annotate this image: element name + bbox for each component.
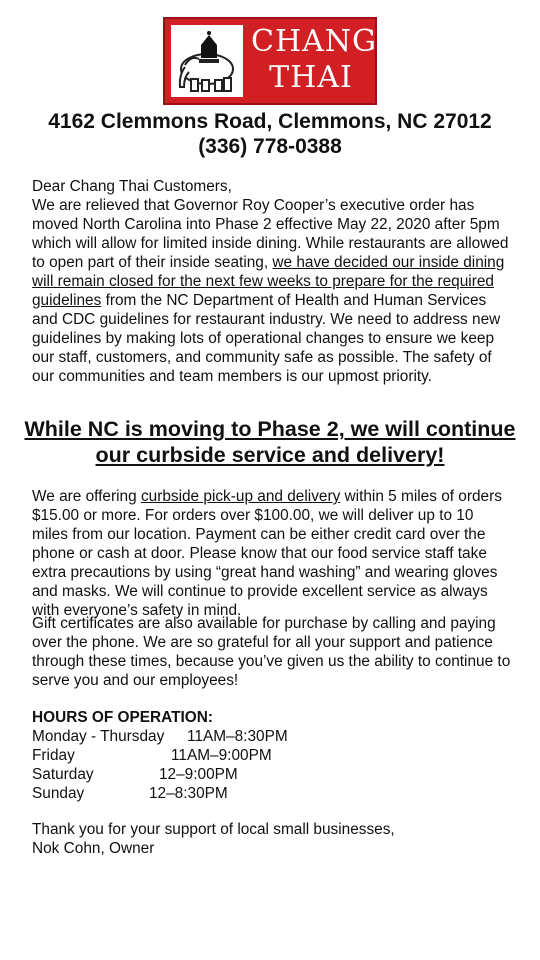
hours-time: 12–9:00PM	[159, 766, 238, 783]
restaurant-address: 4162 Clemmons Road, Clemmons, NC 27012	[48, 110, 492, 133]
hours-day: Monday - Thursday	[32, 728, 165, 745]
hours-row	[32, 765, 512, 784]
paragraph-text: from the NC Department of Health and Human Services and CDC guidelines for restaurant industry. We need to address new guidelines by making lots of operational changes to ensure we keep our staff, customers, and community safe as possible. The safety of our communities and team members is our upmost priority.	[32, 292, 501, 385]
underlined-text: we have decided our inside dining will remain closed for the next few weeks to prepare for the required guidelines	[32, 254, 505, 309]
letter-greeting: Dear Chang Thai Customers,	[32, 178, 232, 195]
hours-day: Saturday	[32, 766, 94, 783]
hours-time: 11AM–8:30PM	[187, 728, 288, 745]
chang-thai-logo	[163, 17, 377, 105]
hours-title: HOURS OF OPERATION:	[32, 709, 213, 726]
hours-day: Friday	[32, 747, 75, 764]
elephant-icon	[171, 25, 243, 97]
closing	[32, 820, 512, 858]
paragraph-text: We are offering	[32, 488, 141, 505]
paragraph-text: We are relieved that Governor Roy Cooper’s executive order has moved North Carolina into Phase 2 effective May 22, 2020 after 5pm which will allow for limited inside dining. While restaurants are allowed to open part of their inside seating,	[32, 197, 509, 271]
logo-text-line2: THAI	[269, 60, 353, 95]
letter-paragraph-gift-certificates: Gift certificates are also available for purchase by calling and paying over the phone. We are so grateful for all your support and patience through these times, because you’ve given us the ability to continue to serve you and our employees!	[32, 615, 511, 689]
logo-text-line1: CHANG	[251, 24, 377, 59]
hours-row	[32, 727, 512, 746]
hours-time: 12–8:30PM	[149, 785, 228, 802]
underlined-text: curbside pick-up and delivery	[140, 488, 341, 505]
hours-day: Sunday	[32, 785, 85, 802]
restaurant-phone: (336) 778-0388	[198, 135, 342, 158]
hours-time: 11AM–9:00PM	[171, 747, 272, 764]
paragraph-text: within 5 miles of orders $15.00 or more. For orders over $100.00, we will deliver up to 10 miles from our location. Payment can be either credit card over the phone or cash at door. Please know that our food service staff take extra precautions by using “great hand washing” and wearing gloves and masks. We will continue to provide excellent service as always with everyone’s safety in mind.	[32, 488, 502, 619]
letter-paragraph-curbside	[32, 487, 512, 620]
hours-row	[32, 746, 512, 765]
closing-thanks: Thank you for your support of local small businesses,	[32, 821, 395, 838]
hours-row	[32, 784, 512, 803]
owner-signature: Nok Cohn, Owner	[32, 840, 155, 857]
letter-paragraph-phase2	[32, 196, 512, 386]
headline: While NC is moving to Phase 2, we will continue our curbside service and delivery!	[24, 417, 516, 467]
